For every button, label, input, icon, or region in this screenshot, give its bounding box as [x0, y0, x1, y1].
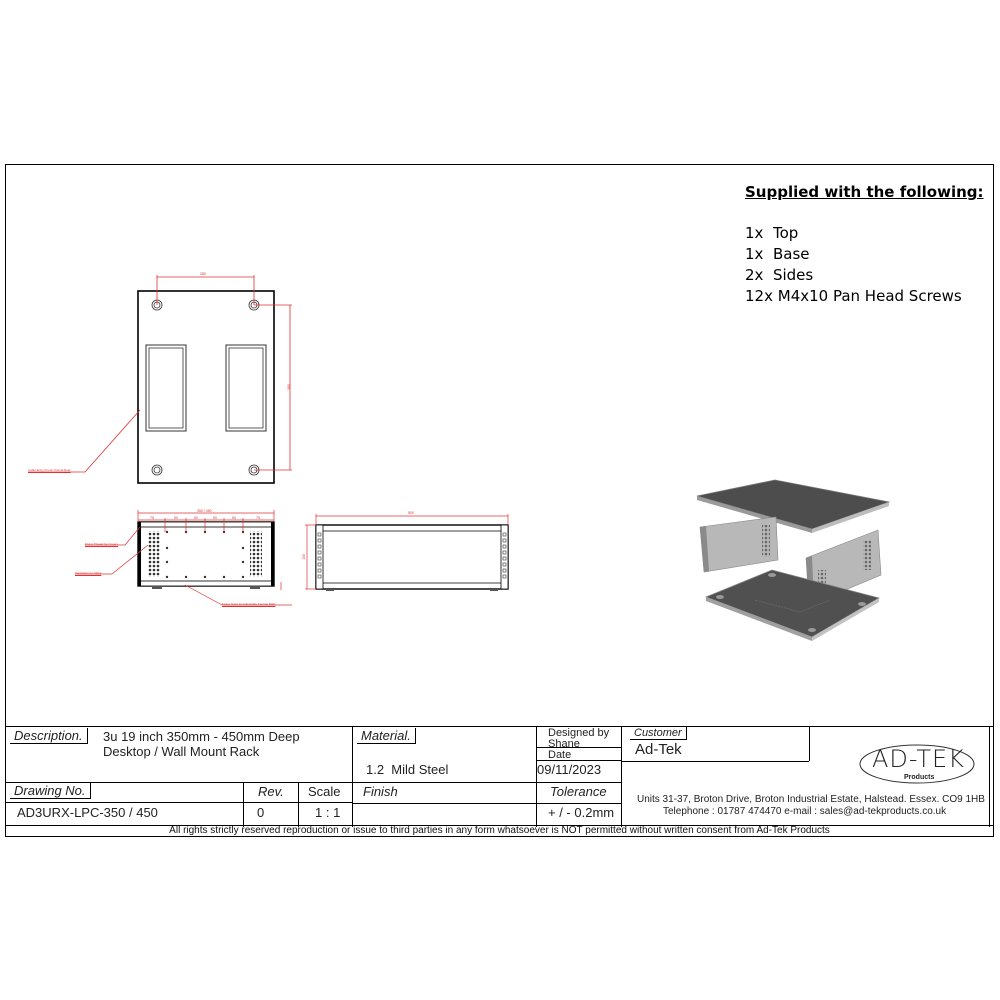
description-line2: Desktop / Wall Mount Rack	[103, 744, 260, 759]
logo-text: AD-TEK	[872, 745, 965, 773]
ad-tek-logo	[858, 741, 976, 787]
divider	[5, 782, 621, 783]
divider	[352, 727, 353, 827]
date-label: Date	[548, 749, 572, 761]
divider	[5, 802, 352, 803]
tolerance-label: Tolerance	[550, 784, 607, 799]
dim-rear-width: 280	[200, 272, 206, 276]
side-view	[305, 514, 508, 591]
item-name: Base	[772, 245, 810, 263]
supplied-title: Supplied with the following:	[745, 183, 984, 201]
copyright-footer: All rights strictly reserved reproduction or issue to third parties in any form whatsoever is NOT permitted without written consent from Ad-Tek Products	[5, 825, 994, 837]
divider	[5, 727, 6, 827]
divider	[621, 761, 809, 762]
divider	[352, 803, 621, 804]
item-qty: 1x	[745, 245, 764, 263]
dim-segment: 50	[232, 516, 236, 520]
drawing-no-value: AD3URX-LPC-350 / 450	[17, 805, 158, 820]
customer-value: Ad-Tek	[635, 741, 682, 758]
title-block	[5, 726, 994, 837]
dim-segment: 50	[194, 516, 198, 520]
dim-rear-height: 380	[286, 384, 291, 390]
item-qty: 12x	[745, 287, 773, 305]
designed-by-value: Shane	[548, 738, 580, 750]
dim-side-width: 500	[408, 511, 414, 515]
item-qty: 2x	[745, 266, 764, 284]
item-name: Top	[772, 224, 799, 242]
company-address: Units 31-37, Broton Drive, Broton Industrial Estate, Halstead. Essex. CO9 1HB	[637, 794, 985, 805]
description-label: Description.	[10, 728, 88, 744]
logo-subtext: Products	[904, 774, 935, 781]
annotation-ventilation: Ventilation on Sides	[75, 571, 102, 575]
description-line1: 3u 19 inch 350mm - 450mm Deep	[103, 729, 300, 744]
dim-front-overall: 350 / 450	[197, 509, 212, 513]
dim-segment: 50	[213, 516, 217, 520]
scale-value: 1 : 1	[315, 805, 341, 820]
rev-value: 0	[257, 805, 265, 820]
customer-label: Customer	[630, 727, 687, 740]
material-label: Material.	[357, 728, 416, 744]
front-view	[75, 510, 292, 605]
designed-by-label: Designed by	[548, 727, 610, 739]
dim-segment: 75	[256, 516, 260, 520]
item-name: M4x10 Pan Head Screws	[777, 287, 962, 305]
dim-segment: 75	[150, 516, 154, 520]
exploded-3d-view	[697, 480, 889, 641]
dim-segment: 50	[174, 516, 178, 520]
scale-label: Scale	[308, 784, 341, 799]
finish-label: Finish	[363, 784, 398, 799]
annotation-fixing-holes: Fixing holes for Adjustable Internal Rails	[222, 602, 276, 606]
divider	[621, 727, 622, 827]
annotation-cable-entry: Cable Entry Knock Outs at Rear	[28, 468, 71, 472]
company-contact: Telephone : 01787 474470 e-mail : sales@ad-tekproducts.co.uk	[663, 806, 947, 817]
divider	[298, 782, 299, 827]
tolerance-value: + / - 0.2mm	[548, 805, 615, 820]
rev-label: Rev.	[258, 784, 284, 799]
annotation-fixing-thread: Fixing Thread for Covers	[85, 542, 118, 546]
rear-view	[28, 275, 292, 483]
dim-side-height: 150	[301, 554, 306, 560]
item-name: Sides	[772, 266, 814, 284]
divider	[536, 727, 537, 827]
divider	[809, 727, 810, 761]
item-qty: 1x	[745, 224, 764, 242]
date-value: 09/11/2023	[537, 762, 602, 777]
divider	[989, 727, 990, 827]
material-value: 1.2 Mild Steel	[366, 762, 449, 777]
drawing-no-label: Drawing No.	[10, 783, 91, 799]
divider	[243, 782, 244, 827]
